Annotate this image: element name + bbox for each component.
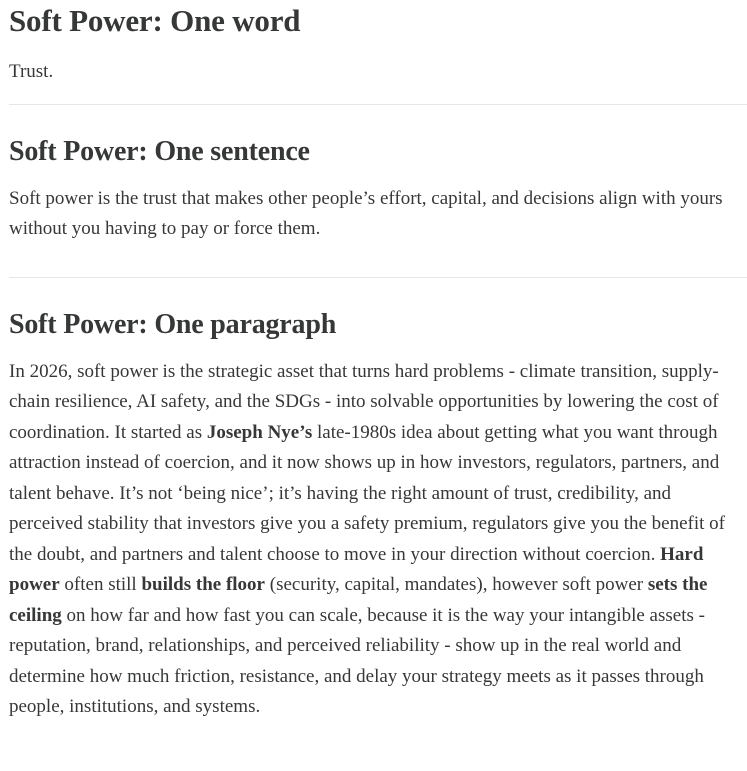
article-body xyxy=(9,0,739,723)
paragraph-text: often still xyxy=(59,574,142,595)
bold-term-hard-power: Hard power xyxy=(9,543,704,595)
bold-term-sets-the-ceiling: sets the ceiling xyxy=(9,574,708,626)
section-divider xyxy=(9,104,747,105)
heading-one-paragraph: Soft Power: One paragraph xyxy=(9,308,337,340)
paragraph-text: (security, capital, mandates), however soft power xyxy=(265,574,648,595)
text-one-sentence: Soft power is the trust that makes other people’s effort, capital, and decisions align with yours without you having to pay or force them. xyxy=(9,187,723,239)
text-one-paragraph xyxy=(9,357,739,723)
heading-one-word: Soft Power: One word xyxy=(9,3,301,38)
bold-term-builds-the-floor: builds the floor xyxy=(141,574,265,595)
heading-one-sentence: Soft Power: One sentence xyxy=(9,135,310,167)
paragraph-text: In 2026, soft power is the strategic asset that turns hard problems - climate transition, supply-chain resilience, AI safety, and the SDGs - into solvable opportunities by lowering the cost of coordination. It started as xyxy=(9,360,719,443)
bold-term-joseph-nye: Joseph Nye’s xyxy=(206,421,313,443)
paragraph-text: on how far and how fast you can scale, because it is the way your intangible assets - reputation, brand, relationships, and perceived reliability - show up in the real world and determine how much friction, resistance, and delay your strategy meets as it passes through people, institutions, and systems. xyxy=(9,604,705,717)
section-divider xyxy=(9,277,747,278)
text-one-word: Trust. xyxy=(9,61,54,82)
paragraph-text: late-1980s idea about getting what you want through attraction instead of coercion, and it now shows up in how investors, regulators, partners, and talent behave. It’s not ‘being nice’; it’s having the right amount of trust, credibility, and perceived stability that investors give you a safety premium, regulators give you the benefit of the doubt, and partners and talent choose to move in your direction without coercion. xyxy=(9,421,725,565)
